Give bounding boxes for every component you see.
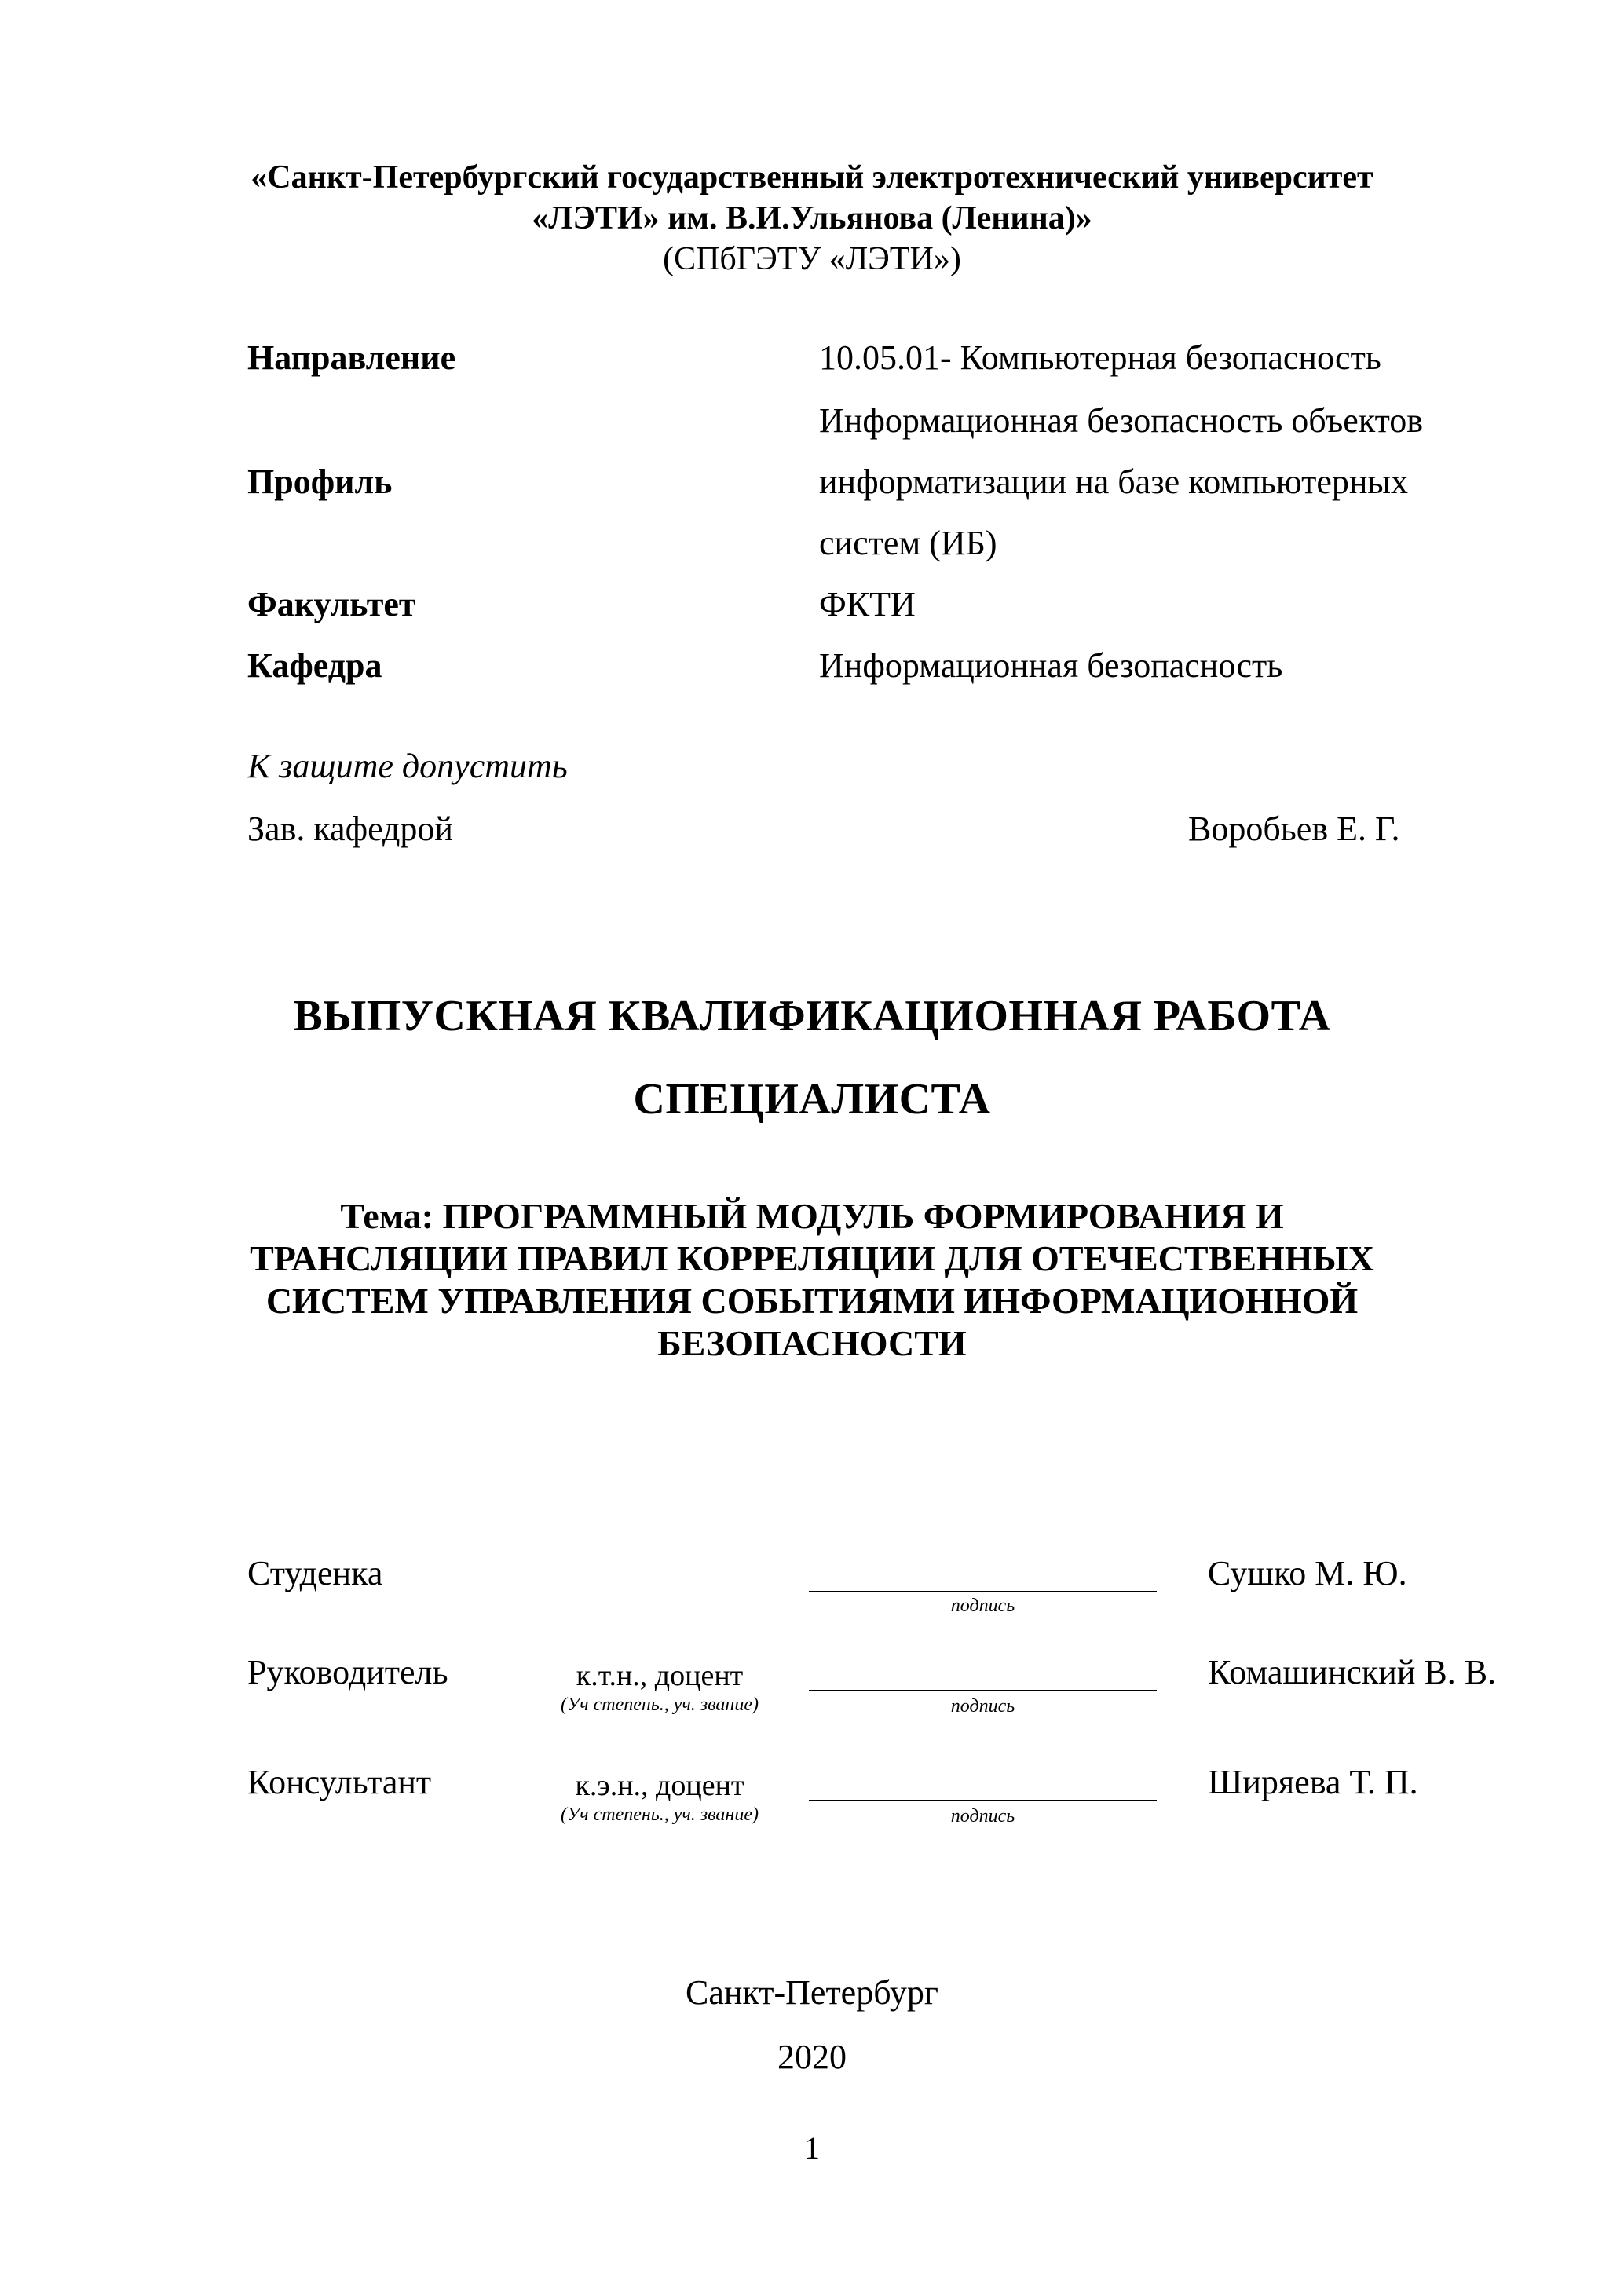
year: 2020 [777,2038,847,2076]
direction-label: Направление [247,338,456,377]
supervisor-signature-line [809,1690,1157,1691]
topic-line4: БЕЗОПАСНОСТИ [657,1323,967,1363]
supervisor-name: Комашинский В. В. [1208,1653,1497,1691]
topic-line3: СИСТЕМ УПРАВЛЕНИЯ СОБЫТИЯМИ ИНФОРМАЦИОННОЙ [265,1281,1359,1321]
document-title-line1: ВЫПУСКНАЯ КВАЛИФИКАЦИОННАЯ РАБОТА [293,992,1331,1040]
supervisor-degree-caption: (Уч степень., уч. звание) [561,1695,759,1715]
topic-line1: Тема: ПРОГРАММНЫЙ МОДУЛЬ ФОРМИРОВАНИЯ И [340,1196,1284,1236]
head-of-department-name: Воробьев Е. Г. [1188,810,1400,848]
direction-value: 10.05.01- Компьютерная безопасность [819,338,1381,377]
consultant-degree: к.э.н., доцент [575,1769,744,1802]
department-label: Кафедра [247,646,382,685]
consultant-name: Ширяева Т. П. [1208,1763,1418,1801]
university-name-line2: «ЛЭТИ» им. В.И.Ульянова (Ленина)» [532,200,1092,236]
department-value: Информационная безопасность [819,646,1283,685]
supervisor-degree: к.т.н., доцент [576,1659,744,1692]
university-name-line1: «Санкт-Петербургский государственный электротехнический университет [251,159,1373,196]
university-abbreviation: (СПбГЭТУ «ЛЭТИ») [663,241,961,277]
faculty-value: ФКТИ [819,585,916,623]
student-signature-caption: подпись [950,1596,1015,1616]
profile-value-line1: Информационная безопасность объектов [819,401,1424,440]
admission-allow-text: К защите допустить [247,747,568,785]
consultant-signature-caption: подпись [950,1806,1015,1826]
profile-value-line3: систем (ИБ) [819,524,997,562]
page-number: 1 [804,2130,820,2166]
student-signature-line [809,1591,1157,1592]
topic-line2: ТРАНСЛЯЦИИ ПРАВИЛ КОРРЕЛЯЦИИ ДЛЯ ОТЕЧЕСТВЕННЫХ [250,1238,1374,1278]
head-of-department-label: Зав. кафедрой [247,810,453,848]
student-name: Сушко М. Ю. [1208,1554,1407,1592]
student-role: Студенка [247,1554,383,1592]
city: Санкт-Петербург [686,1973,938,2012]
consultant-signature-line [809,1800,1157,1801]
supervisor-role: Руководитель [247,1653,448,1691]
consultant-role: Консультант [247,1763,432,1801]
faculty-label: Факультет [247,585,416,623]
profile-label: Профиль [247,462,393,501]
consultant-degree-caption: (Уч степень., уч. звание) [561,1804,759,1825]
document-title-line2: СПЕЦИАЛИСТА [633,1075,991,1124]
supervisor-signature-caption: подпись [950,1696,1015,1717]
profile-value-line2: информатизации на базе компьютерных [819,462,1409,501]
